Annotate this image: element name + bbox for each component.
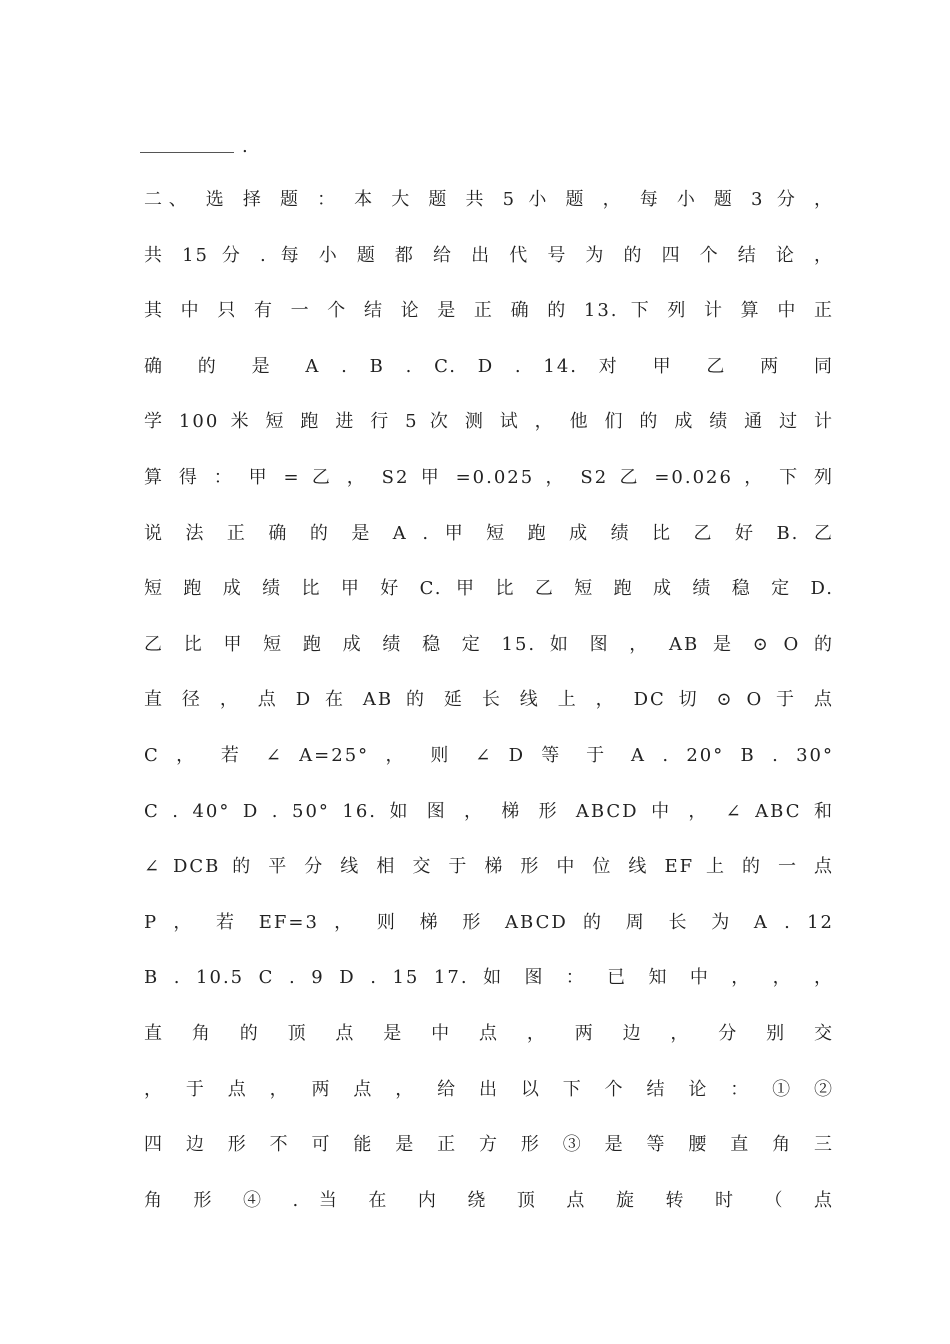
text-line-7: 说 法 正 确 的 是 A . 甲 短 跑 成 绩 比 乙 好 B. 乙: [144, 523, 834, 544]
text-line-14: P ， 若 EF=3 ， 则 梯 形 ABCD 的 周 长 为 A . 12: [144, 912, 834, 933]
text-line-8: 短 跑 成 绩 比 甲 好 C. 甲 比 乙 短 跑 成 绩 稳 定 D.: [144, 578, 834, 599]
text-line-6: 算 得 ： 甲 = 乙 ， S2 甲 =0.025 ， S2 乙 =0.026 ， 下 列: [144, 467, 834, 488]
trailing-period: .: [242, 136, 248, 157]
text-line-2: 共 15 分 . 每 小 题 都 给 出 代 号 为 的 四 个 结 论 ，: [144, 245, 834, 266]
text-line-9: 乙 比 甲 短 跑 成 绩 稳 定 15. 如 图 ， AB 是 ⊙ O 的: [144, 634, 834, 655]
text-line-11: C ， 若 ∠ A=25° ， 则 ∠ D 等 于 A . 20° B . 30°: [144, 745, 834, 766]
text-line-5: 学 100 米 短 跑 进 行 5 次 测 试 ， 他 们 的 成 绩 通 过 计: [144, 411, 834, 432]
text-line-15: B . 10.5 C . 9 D . 15 17. 如 图 ： 已 知 中 ， ， ，: [144, 967, 834, 988]
text-line-17: ， 于 点 ， 两 点 ， 给 出 以 下 个 结 论 ： ① ②: [144, 1079, 834, 1100]
text-line-16: 直 角 的 顶 点 是 中 点 ， 两 边 ， 分 别 交: [144, 1023, 834, 1044]
text-line-1: 二、 选 择 题 ： 本 大 题 共 5 小 题 ， 每 小 题 3 分 ，: [144, 189, 834, 210]
text-line-13: ∠ DCB 的 平 分 线 相 交 于 梯 形 中 位 线 EF 上 的 一 点: [144, 856, 834, 877]
blank-underline: [140, 152, 234, 153]
text-line-18: 四 边 形 不 可 能 是 正 方 形 ③ 是 等 腰 直 角 三: [144, 1134, 834, 1155]
text-line-10: 直 径 ， 点 D 在 AB 的 延 长 线 上 ， DC 切 ⊙ O 于 点: [144, 689, 834, 710]
text-line-4: 确 的 是 A . B . C. D . 14. 对 甲 乙 两 同: [144, 356, 834, 377]
text-line-19: 角 形 ④ . 当 在 内 绕 顶 点 旋 转 时 （ 点: [144, 1190, 834, 1211]
text-line-3: 其 中 只 有 一 个 结 论 是 正 确 的 13. 下 列 计 算 中 正: [144, 300, 834, 321]
text-line-12: C . 40° D . 50° 16. 如 图 ， 梯 形 ABCD 中 ， ∠ ABC 和: [144, 801, 834, 822]
